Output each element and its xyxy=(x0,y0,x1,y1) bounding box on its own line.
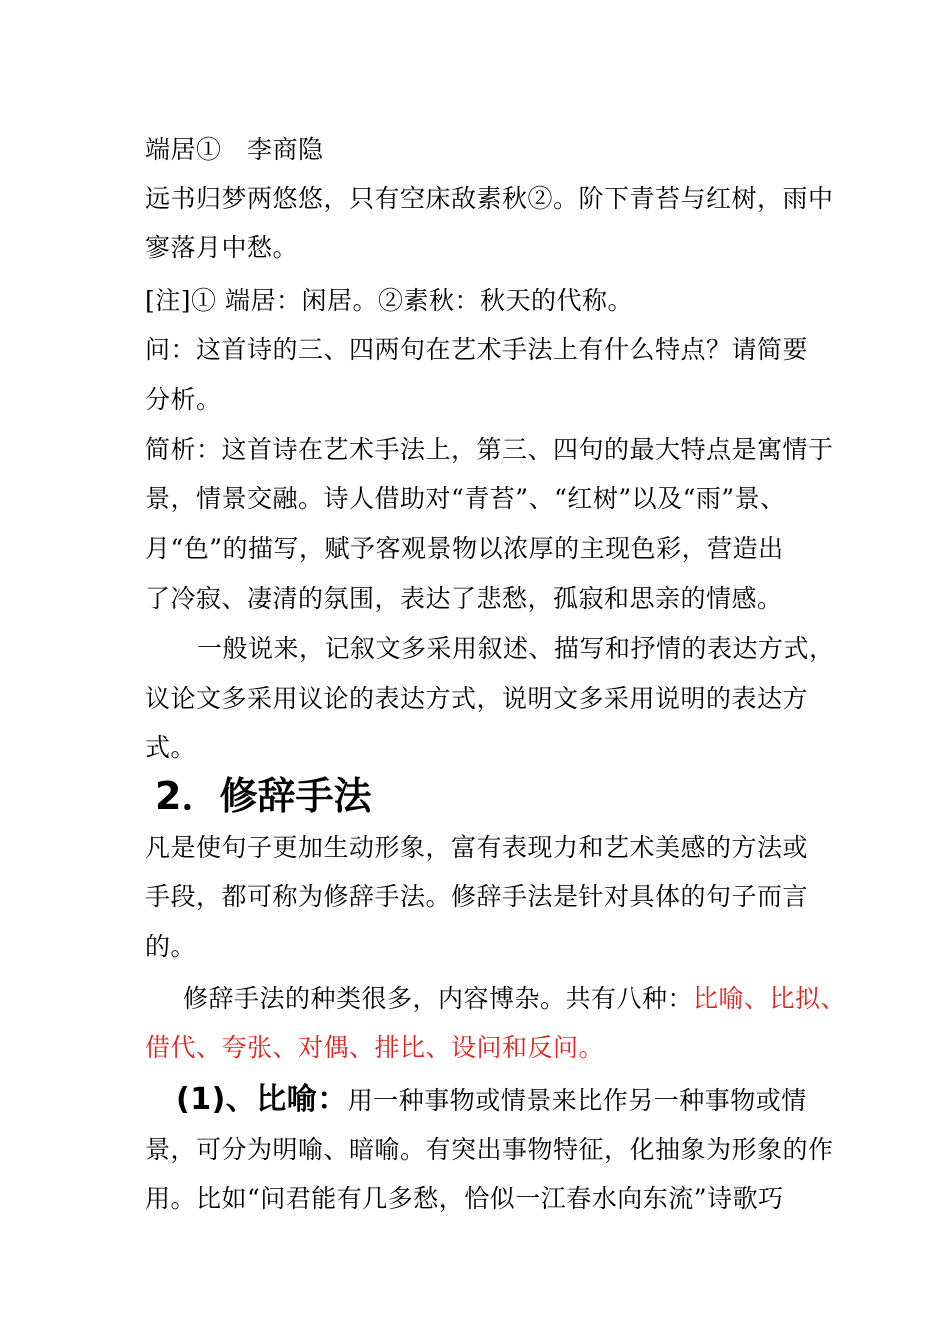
poem-line: 寥落月中愁。 xyxy=(145,233,299,262)
question-line: 分析。 xyxy=(145,385,222,414)
simile-text: 用一种事物或情景来比作另一种事物或情 xyxy=(347,1086,807,1115)
analysis-line: 简析：这首诗在艺术手法上，第三、四句的最大特点是寓情于 xyxy=(145,435,834,464)
summary-line: 式。 xyxy=(145,733,197,762)
summary-line: 一般说来，记叙文多采用叙述、描写和抒情的表达方式， xyxy=(197,634,835,663)
analysis-line: 景，情景交融。诗人借助对“青苔”、“红树”以及“雨”景、 xyxy=(145,484,786,513)
types-lead: 修辞手法的种类很多，内容博杂。共有八种： xyxy=(183,984,694,1013)
simile-line: 景，可分为明喻、暗喻。有突出事物特征，化抽象为形象的作 xyxy=(145,1135,834,1164)
analysis-line: 月“色”的描写，赋予客观景物以浓厚的主现色彩，营造出 xyxy=(145,534,784,563)
poem-line: 远书归梦两悠悠，只有空床敌素秋②。阶下青苔与红树，雨中 xyxy=(145,184,834,213)
poem-note: [注]① 端居：闲居。②素秋：秋天的代称。 xyxy=(145,286,633,315)
question-line: 问：这首诗的三、四两句在艺术手法上有什么特点？请简要 xyxy=(145,335,809,364)
types-highlight: 比喻、比拟、 xyxy=(693,984,847,1013)
summary-line: 议论文多采用议论的表达方式，说明文多采用说明的表达方 xyxy=(145,684,809,713)
simile-line xyxy=(176,1081,856,1120)
types-highlight-line: 借代、夸张、对偶、排比、设问和反问。 xyxy=(145,1033,605,1062)
definition-line: 手段，都可称为修辞手法。修辞手法是针对具体的句子而言 xyxy=(145,882,809,911)
poem-title: 端居① 李商隐 xyxy=(145,135,324,164)
analysis-line: 了冷寂、凄清的氛围，表达了悲愁，孤寂和思亲的情感。 xyxy=(145,584,783,613)
definition-line: 的。 xyxy=(145,932,197,961)
simile-line: 用。比如“问君能有几多愁，恰似一江春水向东流”诗歌巧 xyxy=(145,1184,784,1213)
types-line xyxy=(183,982,863,1016)
section-heading: 2．修辞手法 xyxy=(155,774,372,818)
simile-label: (1)、比喻： xyxy=(176,1082,348,1117)
definition-line: 凡是使句子更加生动形象，富有表现力和艺术美感的方法或 xyxy=(145,833,809,862)
